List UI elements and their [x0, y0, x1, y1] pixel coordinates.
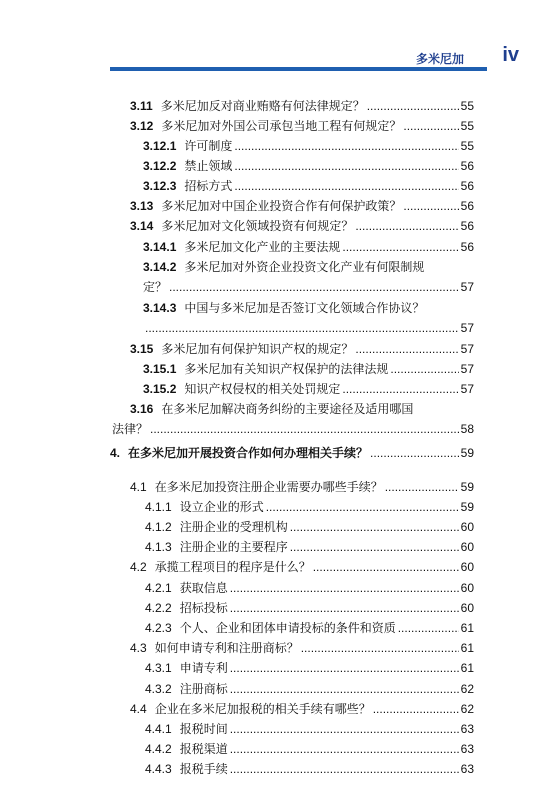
- toc-entry[interactable]: [145, 657, 474, 679]
- toc-leader-dots: [230, 678, 459, 700]
- toc-entry-page: 57: [460, 342, 474, 356]
- toc-entry-title: 如何申请专利和注册商标？: [154, 641, 299, 655]
- toc-leader-dots: [230, 758, 459, 780]
- toc-entry-title: 注册企业的受理机构: [179, 520, 288, 534]
- toc-leader-dots: [355, 215, 458, 237]
- toc-entry-page: 56: [460, 219, 474, 233]
- toc-entry-page: 61: [460, 641, 474, 655]
- toc-entry-number: 4.4.3: [145, 762, 172, 776]
- toc-entry-page: 60: [460, 601, 474, 615]
- toc-entry-number: 3.13: [130, 199, 154, 213]
- toc-entry[interactable]: [145, 597, 474, 619]
- toc-entry[interactable]: [145, 758, 474, 780]
- toc-entry-number: 3.14: [130, 219, 154, 233]
- toc-leader-dots: [390, 358, 458, 380]
- toc-entry[interactable]: [130, 195, 474, 217]
- toc-entry-page: 59: [460, 446, 474, 460]
- toc-entry[interactable]: [130, 215, 474, 237]
- toc-entry-continuation[interactable]: [143, 317, 474, 339]
- toc-entry[interactable]: [145, 577, 474, 599]
- toc-entry-title: 中国与多米尼加是否签订文化领域合作协议？: [184, 301, 425, 315]
- toc-entry-continuation[interactable]: [143, 276, 474, 298]
- toc-leader-dots: [230, 718, 459, 740]
- toc-entry-number: 3.14.2: [143, 260, 177, 274]
- toc-entry-page: 62: [460, 702, 474, 716]
- toc-entry-title-continued: 法律？: [112, 422, 149, 436]
- toc-entry-title: 在多米尼加解决商务纠纷的主要途径及适用哪国: [161, 402, 414, 416]
- toc-entry-page: 56: [460, 159, 474, 173]
- toc-entry-page: 60: [460, 581, 474, 595]
- running-header-title: 多米尼加: [415, 52, 464, 66]
- toc-entry-title: 注册企业的主要程序: [179, 540, 288, 554]
- toc-leader-dots: [373, 698, 459, 720]
- toc-entry-number: 3.12.3: [143, 179, 177, 193]
- toc-entry-number: 4.1.3: [145, 540, 172, 554]
- toc-entry[interactable]: [143, 378, 474, 400]
- toc-entry-number: 4.4.2: [145, 742, 172, 756]
- toc-entry[interactable]: [130, 338, 474, 360]
- toc-entry-page: 58: [460, 422, 474, 436]
- toc-leader-dots: [234, 155, 458, 177]
- toc-entry-number: 3.16: [130, 402, 154, 416]
- toc-entry-title: 获取信息: [179, 581, 228, 595]
- toc-entry-title: 报税手续: [179, 762, 228, 776]
- toc-entry-number: 4.4.1: [145, 722, 172, 736]
- toc-entry-number: 3.15: [130, 342, 154, 356]
- toc-entry[interactable]: [130, 95, 474, 117]
- toc-entry-title: 招标方式: [184, 179, 233, 193]
- toc-entry-title: 招标投标: [179, 601, 228, 615]
- toc-entry[interactable]: [143, 256, 474, 278]
- toc-entry-page: 60: [460, 540, 474, 554]
- toc-entry-number: 4.1.1: [145, 500, 172, 514]
- toc-entry[interactable]: [143, 297, 474, 319]
- toc-entry[interactable]: [143, 175, 474, 197]
- toc-entry-page: 62: [460, 682, 474, 696]
- toc-entry-number: 4.3.1: [145, 661, 172, 675]
- toc-entry[interactable]: [130, 556, 474, 578]
- toc-entry-page: 56: [460, 240, 474, 254]
- toc-leader-dots: [355, 338, 458, 360]
- toc-entry-number: 4.2.1: [145, 581, 172, 595]
- toc-entry-title: 报税时间: [179, 722, 228, 736]
- toc-leader-dots: [150, 418, 459, 440]
- toc-entry-page: 57: [460, 280, 474, 294]
- toc-entry-title: 知识产权侵权的相关处罚规定: [184, 382, 341, 396]
- toc-entry-number: 4.4: [130, 702, 147, 716]
- toc-entry-title: 申请专利: [179, 661, 228, 675]
- toc-entry[interactable]: [143, 155, 474, 177]
- toc-entry[interactable]: [145, 617, 474, 639]
- toc-entry[interactable]: [143, 236, 474, 258]
- toc-entry-title: 报税渠道: [179, 742, 228, 756]
- toc-leader-dots: [385, 476, 459, 498]
- toc-entry-page: 63: [460, 722, 474, 736]
- toc-entry-title: 多米尼加文化产业的主要法规: [184, 240, 341, 254]
- toc-entry-page: 57: [460, 321, 474, 335]
- toc-entry[interactable]: [110, 442, 474, 464]
- toc-leader-dots: [367, 95, 459, 117]
- toc-entry-title: 个人、企业和团体申请投标的条件和资质: [179, 621, 396, 635]
- toc-leader-dots: [370, 442, 459, 464]
- toc-leader-dots: [342, 236, 458, 258]
- toc-entry-number: 3.15.1: [143, 362, 177, 376]
- toc-entry-number: 4.1: [130, 480, 147, 494]
- toc-entry-page: 57: [460, 362, 474, 376]
- toc-leader-dots: [234, 135, 458, 157]
- toc-entry[interactable]: [130, 476, 474, 498]
- toc-entry[interactable]: [145, 516, 474, 538]
- page-number: iv: [502, 44, 519, 66]
- toc-entry-number: 3.12.1: [143, 139, 177, 153]
- toc-entry-title: 多米尼加对文化领域投资有何规定？: [161, 219, 354, 233]
- toc-entry-title: 注册商标: [179, 682, 228, 696]
- toc-leader-dots: [290, 516, 459, 538]
- toc-entry[interactable]: [143, 358, 474, 380]
- toc-entry-number: 4.3.2: [145, 682, 172, 696]
- toc-entry-page: 55: [460, 139, 474, 153]
- toc-entry-number: 3.14.3: [143, 301, 177, 315]
- toc-leader-dots: [145, 317, 459, 339]
- toc-entry-number: 4.2.2: [145, 601, 172, 615]
- toc-entry[interactable]: [145, 678, 474, 700]
- toc-entry-number: 4.2.3: [145, 621, 172, 635]
- toc-entry-number: 4.3: [130, 641, 147, 655]
- toc-entry-number: 3.12: [130, 119, 154, 133]
- toc-leader-dots: [230, 577, 459, 599]
- toc-entry-title: 企业在多米尼加报税的相关手续有哪些？: [154, 702, 371, 716]
- toc-entry-title: 许可制度: [184, 139, 233, 153]
- toc-entry-title-continued: 定？: [143, 280, 168, 294]
- toc-entry-page: 63: [460, 762, 474, 776]
- toc-entry[interactable]: [130, 698, 474, 720]
- toc-leader-dots: [403, 195, 458, 217]
- toc-entry[interactable]: [143, 135, 474, 157]
- toc-entry[interactable]: [130, 637, 474, 659]
- toc-entry-title: 多米尼加对外资企业投资文化产业有何限制规: [184, 260, 425, 274]
- toc-entry[interactable]: [145, 496, 474, 518]
- toc-entry-continuation[interactable]: [112, 418, 474, 440]
- toc-entry-page: 61: [460, 661, 474, 675]
- header-rule: [110, 67, 487, 71]
- toc-entry-page: 55: [460, 119, 474, 133]
- toc-leader-dots: [403, 115, 458, 137]
- toc-entry-page: 55: [460, 99, 474, 113]
- toc-entry-title: 在多米尼加开展投资合作如何办理相关手续？: [128, 446, 369, 460]
- toc-leader-dots: [398, 617, 459, 639]
- toc-entry-title: 在多米尼加投资注册企业需要办哪些手续？: [154, 480, 383, 494]
- toc-leader-dots: [230, 597, 459, 619]
- toc-leader-dots: [290, 536, 459, 558]
- toc-entry-page: 61: [460, 621, 474, 635]
- toc-entry-number: 4.1.2: [145, 520, 172, 534]
- toc-entry-title: 多米尼加对中国企业投资合作有何保护政策？: [161, 199, 402, 213]
- toc-entry-title: 设立企业的形式: [179, 500, 264, 514]
- toc-entry-number: 3.11: [130, 99, 153, 113]
- toc-entry-title: 多米尼加有何保护知识产权的规定？: [161, 342, 354, 356]
- toc-entry-number: 4.: [110, 446, 121, 460]
- toc-entry-page: 60: [460, 520, 474, 534]
- toc-leader-dots: [301, 637, 459, 659]
- toc-leader-dots: [230, 657, 459, 679]
- toc-leader-dots: [342, 378, 458, 400]
- toc-entry-page: 57: [460, 382, 474, 396]
- toc-entry-number: 4.2: [130, 560, 147, 574]
- toc-leader-dots: [230, 738, 459, 760]
- toc-entry-number: 3.12.2: [143, 159, 177, 173]
- toc-leader-dots: [313, 556, 459, 578]
- toc-leader-dots: [169, 276, 459, 298]
- toc-entry-page: 59: [460, 480, 474, 494]
- toc-entry-page: 56: [460, 199, 474, 213]
- toc-entry-number: 3.14.1: [143, 240, 177, 254]
- toc-entry-title: 多米尼加有关知识产权保护的法律法规: [184, 362, 389, 376]
- toc-entry-number: 3.15.2: [143, 382, 177, 396]
- toc-entry-page: 63: [460, 742, 474, 756]
- toc-leader-dots: [234, 175, 458, 197]
- toc-entry[interactable]: [130, 115, 474, 137]
- toc-entry-title: 禁止领域: [184, 159, 233, 173]
- toc-entry[interactable]: [130, 398, 474, 420]
- toc-entry[interactable]: [145, 738, 474, 760]
- toc-entry-page: 59: [460, 500, 474, 514]
- toc-entry-page: 56: [460, 179, 474, 193]
- toc-entry[interactable]: [145, 718, 474, 740]
- toc-entry-title: 多米尼加反对商业贿赂有何法律规定？: [160, 99, 365, 113]
- toc-entry-page: 60: [460, 560, 474, 574]
- toc-entry[interactable]: [145, 536, 474, 558]
- toc-entry-title: 承揽工程项目的程序是什么？: [154, 560, 311, 574]
- toc-leader-dots: [266, 496, 459, 518]
- toc-entry-title: 多米尼加对外国公司承包当地工程有何规定？: [161, 119, 402, 133]
